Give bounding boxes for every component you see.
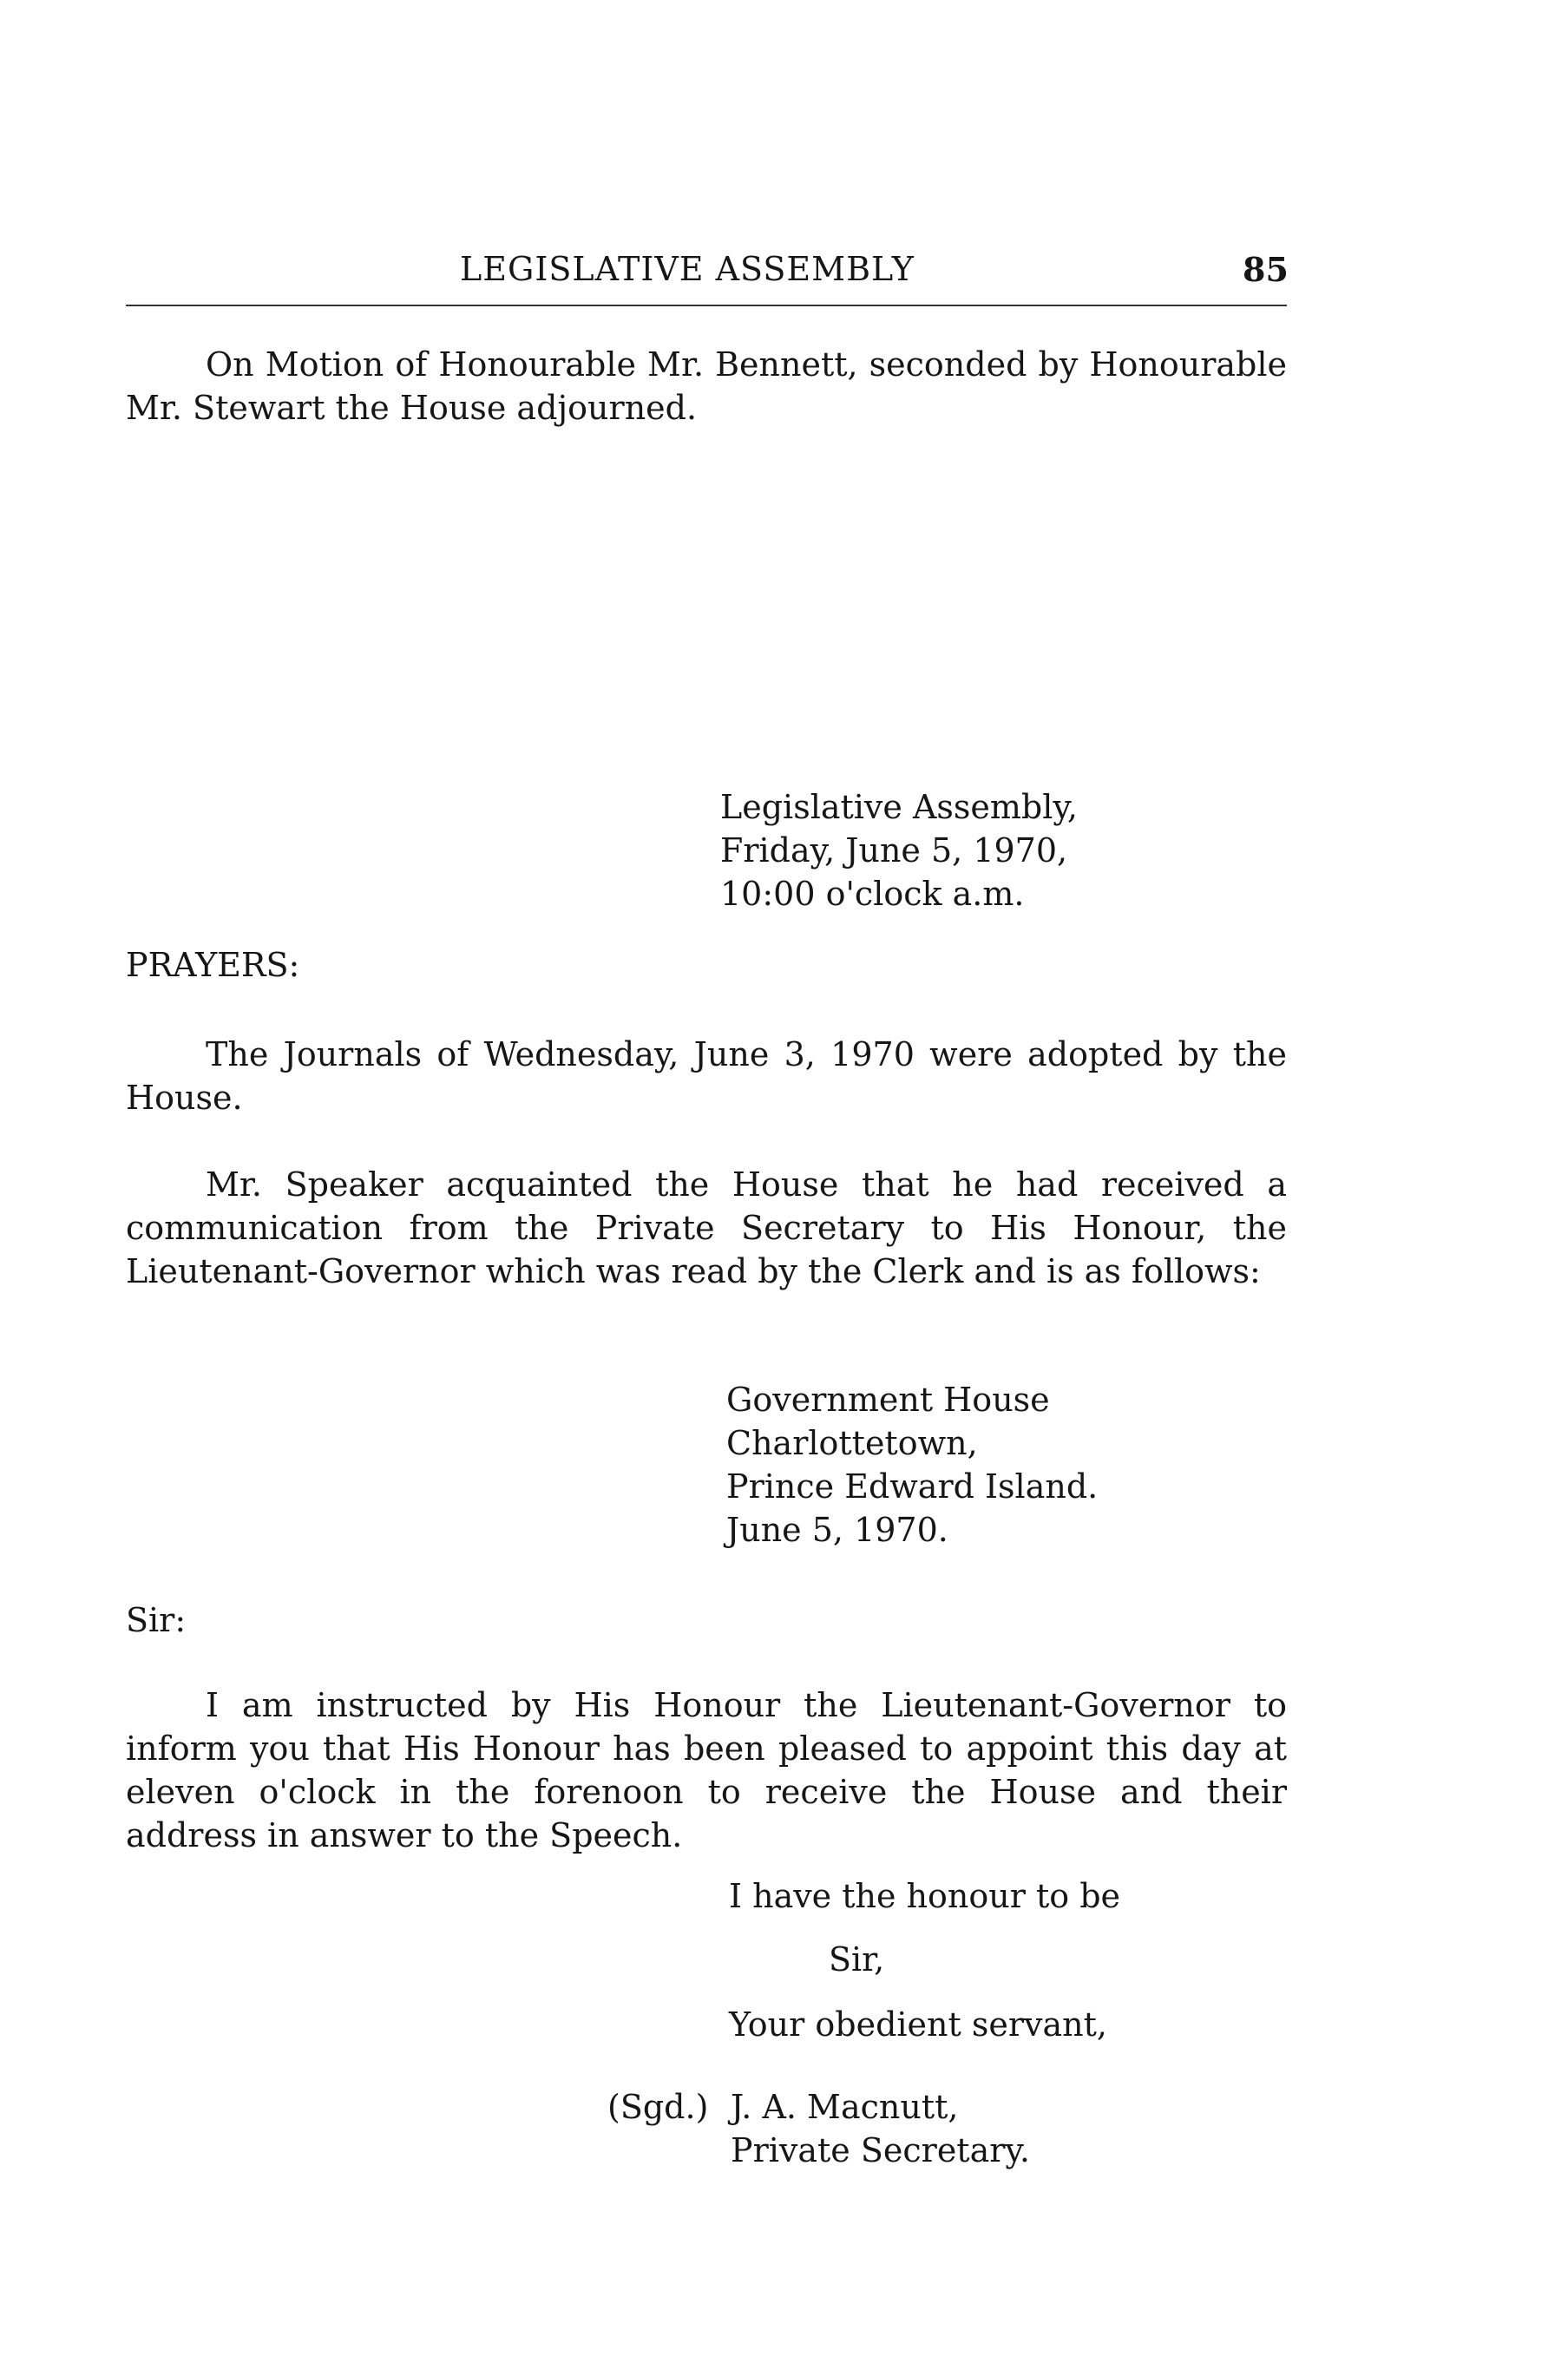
sitting-line-3: 10:00 o'clock a.m. (720, 875, 1025, 913)
address-line-4: June 5, 1970. (726, 1511, 948, 1549)
closing-line-2: Sir, (829, 1940, 885, 1979)
sitting-line-1: Legislative Assembly, (720, 788, 1078, 826)
prayers-heading: PRAYERS: (126, 946, 300, 984)
running-header-title: LEGISLATIVE ASSEMBLY (460, 250, 915, 288)
adjournment-text: On Motion of Honourable Mr. Bennett, seconded by Honourable Mr. Stewart the House adjourned. (126, 345, 1287, 427)
address-line-3: Prince Edward Island. (726, 1467, 1099, 1506)
sitting-line-2: Friday, June 5, 1970, (720, 831, 1068, 870)
address-line-1: Government House (726, 1381, 1050, 1419)
letter-address (726, 1378, 1098, 1552)
speaker-text: Mr. Speaker acquainted the House that he had received a communication from the Private Secretary to His Honour, the Lieutenant-Governor which was read by the Clerk and is as follows: (126, 1165, 1287, 1290)
address-line-2: Charlottetown, (726, 1424, 978, 1462)
signer-name: J. A. Macnutt, (731, 2088, 959, 2126)
adjournment-paragraph (126, 343, 1287, 430)
closing-line-1: I have the honour to be (729, 1877, 1121, 1915)
journals-text: The Journals of Wednesday, June 3, 1970 were adopted by the House. (126, 1035, 1287, 1117)
sitting-heading (720, 785, 1078, 915)
signer-title: Private Secretary. (731, 2131, 1030, 2169)
journals-paragraph (126, 1033, 1287, 1119)
letter-body-paragraph (126, 1683, 1287, 1857)
signature-block (731, 2085, 1030, 2172)
header-rule (126, 305, 1287, 306)
signed-prefix: (Sgd.) (607, 2088, 709, 2126)
speaker-paragraph (126, 1163, 1287, 1293)
page-number: 85 (1243, 250, 1289, 289)
letter-salutation: Sir: (126, 1601, 187, 1639)
closing-line-3: Your obedient servant, (729, 2005, 1107, 2044)
letter-body-text: I am instructed by His Honour the Lieutenant-Governor to inform you that His Honour has been pleased to appoint this day at eleven o'clock in the forenoon to receive the House and their address in answer to the Speech. (126, 1686, 1287, 1854)
